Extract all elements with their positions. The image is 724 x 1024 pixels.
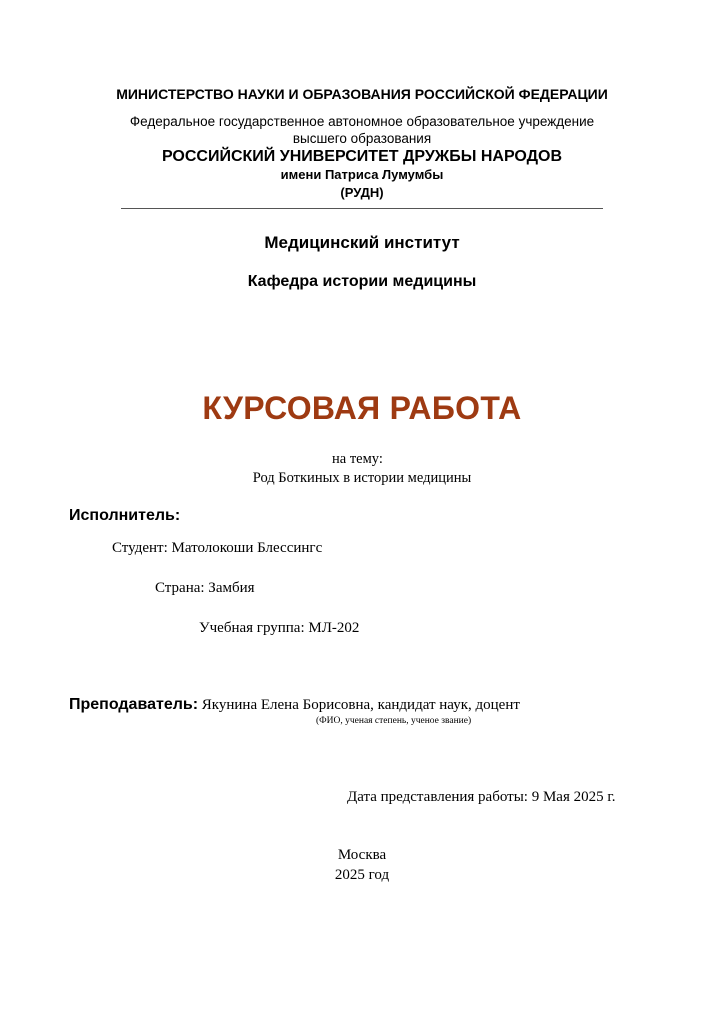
document-title: КУРСОВАЯ РАБОТА — [202, 390, 522, 426]
institute-name: Медицинский институт — [264, 233, 460, 252]
executor-label: Исполнитель: — [69, 507, 181, 524]
topic-text: Род Боткиных в истории медицины — [252, 470, 472, 486]
student-name: Студент: Матолокоши Блессингс — [112, 540, 323, 556]
student-group: Учебная группа: МЛ-202 — [199, 620, 360, 636]
institution-type-line2: высшего образования — [292, 131, 432, 146]
teacher-note: (ФИО, ученая степень, ученое звание) — [316, 716, 472, 726]
university-abbreviation: (РУДН) — [340, 185, 384, 200]
institution-type-line1: Федеральное государственное автономное образовательное учреждение — [129, 114, 595, 129]
topic-label: на тему: — [332, 451, 383, 467]
header-divider — [121, 208, 603, 209]
teacher-name: Якунина Елена Борисовна, кандидат наук, доцент — [198, 697, 520, 713]
submission-date: Дата представления работы: 9 Мая 2025 г. — [347, 789, 616, 805]
department-name: Кафедра истории медицины — [247, 273, 477, 290]
university-name: РОССИЙСКИЙ УНИВЕРСИТЕТ ДРУЖБЫ НАРОДОВ — [161, 148, 563, 165]
teacher-row — [69, 696, 520, 714]
ministry-heading: МИНИСТЕРСТВО НАУКИ И ОБРАЗОВАНИЯ РОССИЙСКОЙ ФЕДЕРАЦИИ — [116, 86, 608, 102]
student-country: Страна: Замбия — [155, 580, 255, 596]
university-named-after: имени Патриса Лумумбы — [280, 167, 444, 182]
year: 2025 год — [334, 867, 390, 883]
city: Москва — [337, 847, 387, 863]
teacher-label: Преподаватель: — [69, 696, 199, 713]
